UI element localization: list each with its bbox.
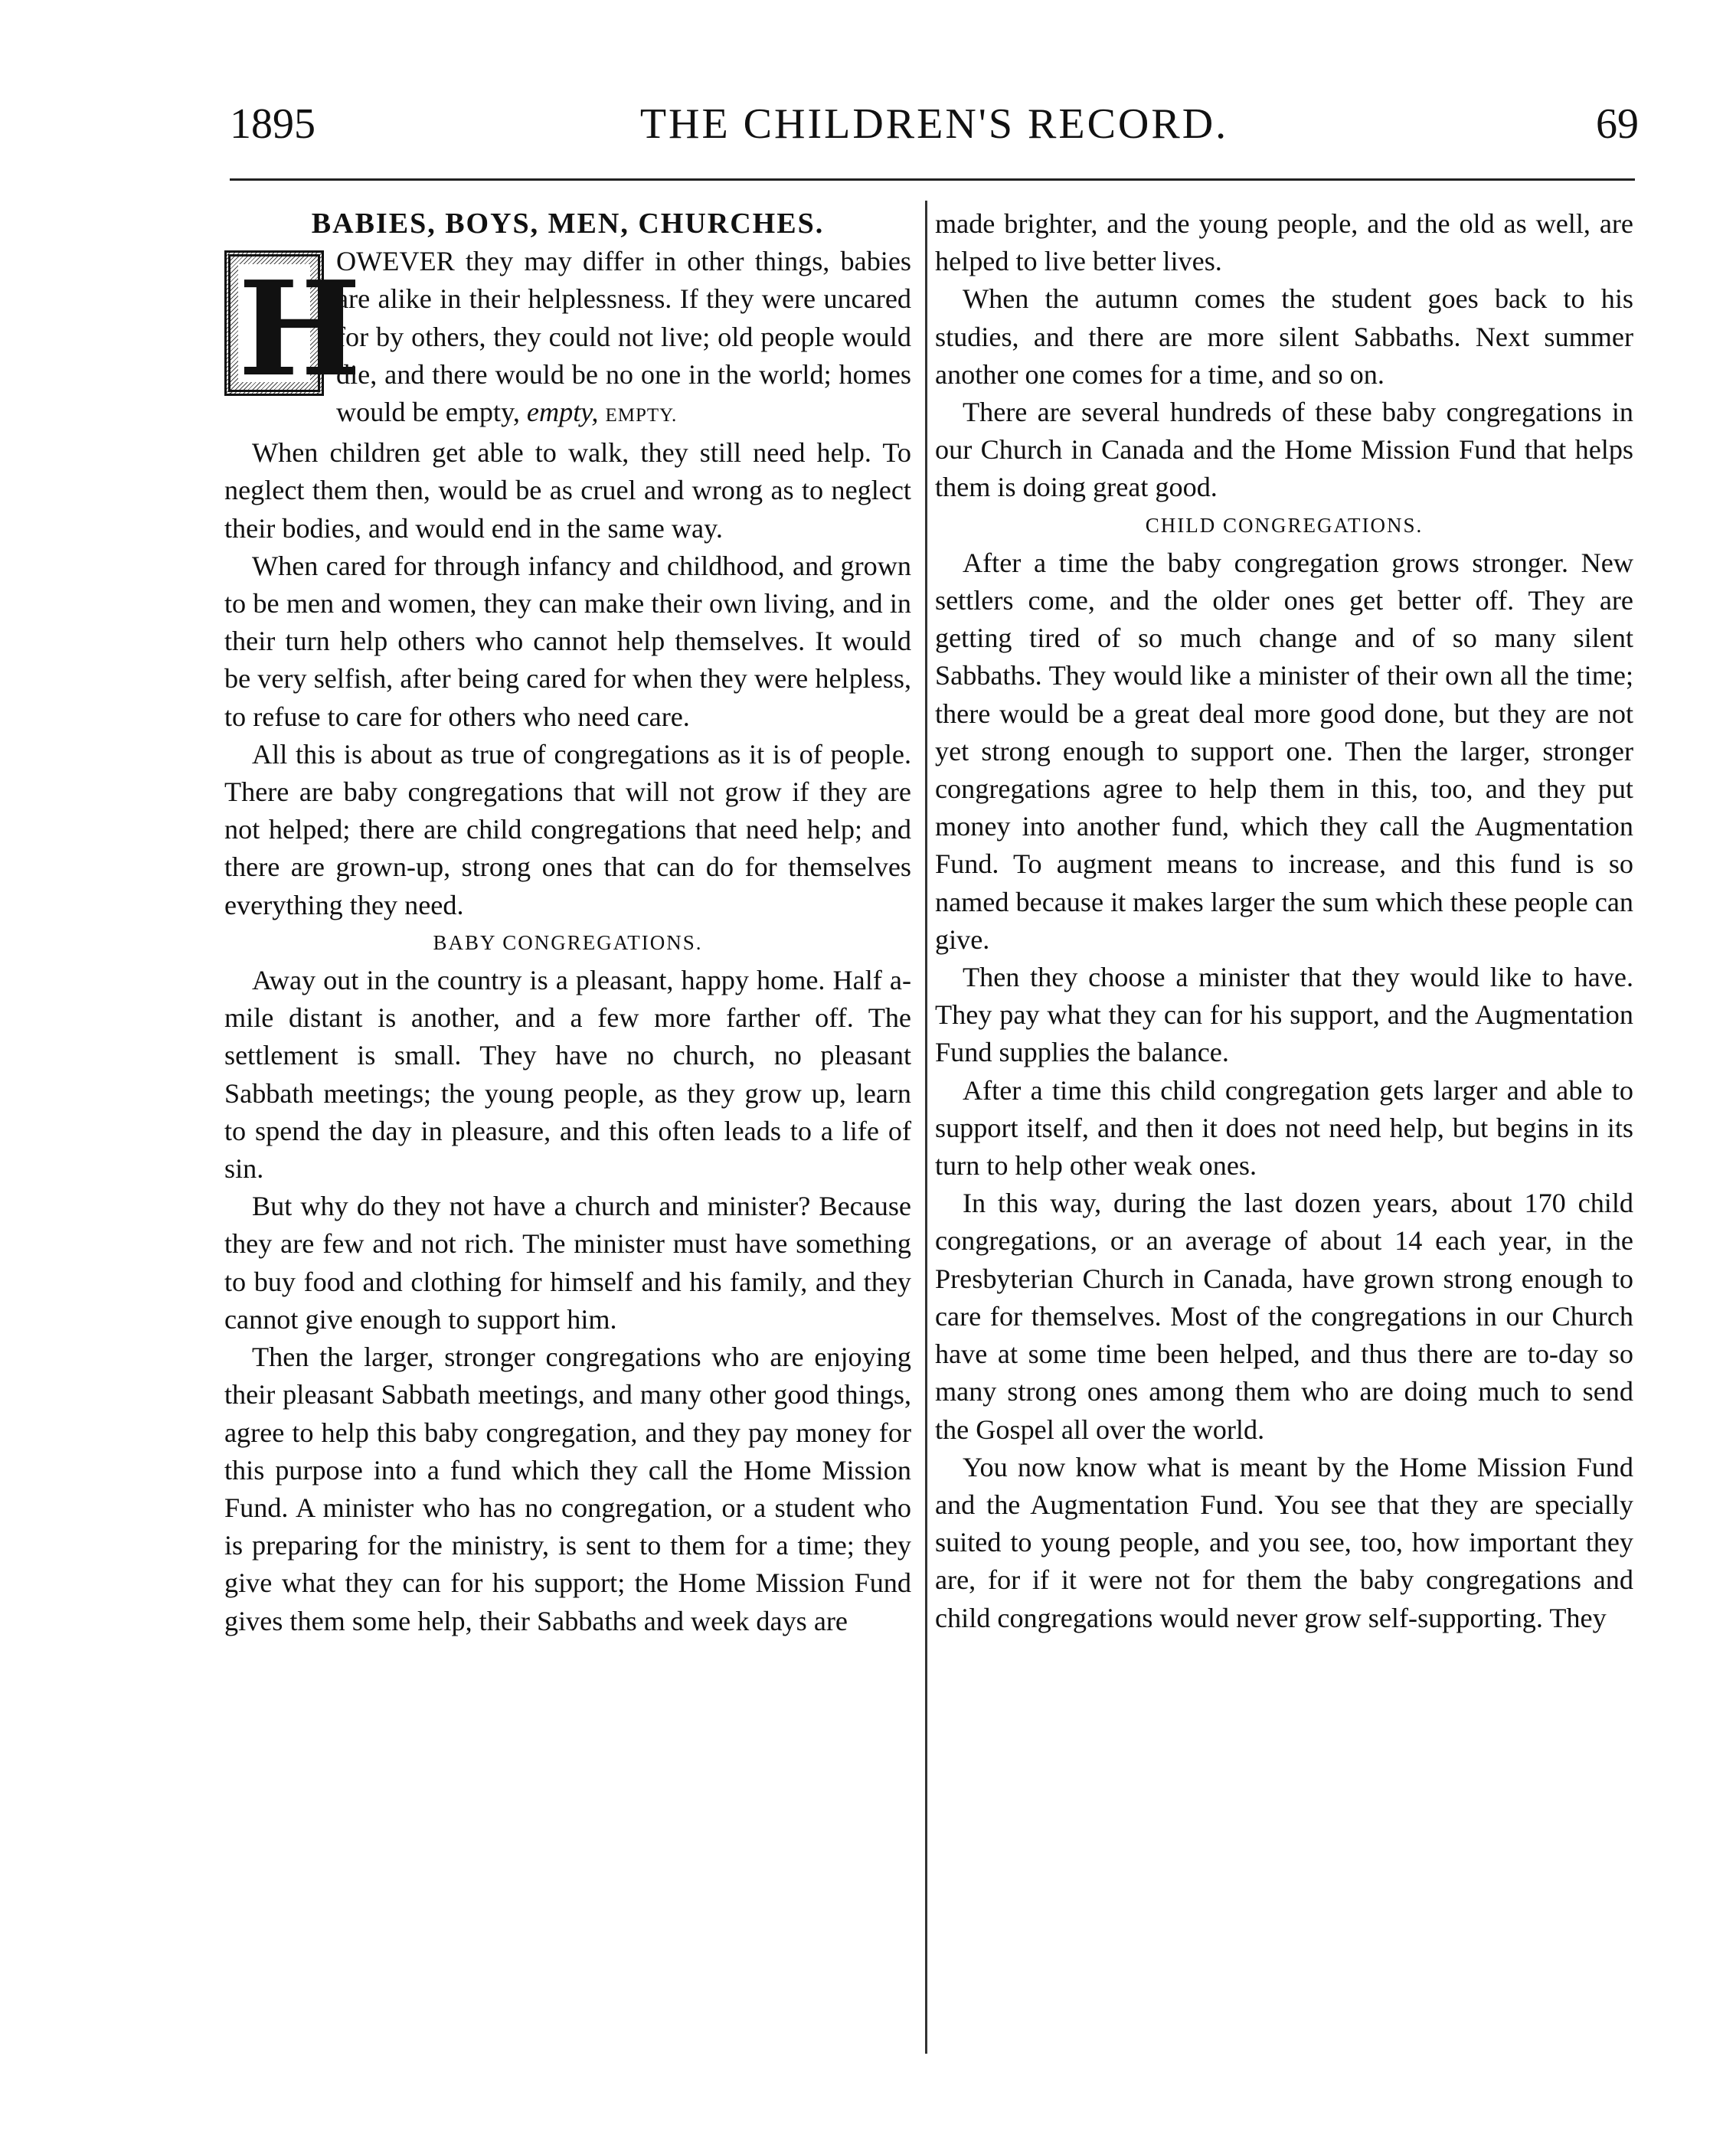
left-column xyxy=(224,205,911,1640)
page-header xyxy=(230,100,1639,153)
subheading-child-congregations: CHILD CONGREGATIONS. xyxy=(1145,513,1424,537)
paragraph-r5: Then they choose a minister that they would like to have. They pay what they can for his support, and the Augmentation Fund supplies the balance. xyxy=(935,962,1633,1068)
subheading-baby-congregations: BABY CONGREGATIONS. xyxy=(433,930,703,954)
dropcap-letter: H xyxy=(238,253,361,407)
column-divider xyxy=(925,201,927,2054)
paragraph-1-text: OWEVER they may differ in other things, babies are alike in their helplessness. If they were uncared for by others, they could not live; old people would die, and there would be no one in the world; homes would be empty, xyxy=(336,246,911,428)
right-column xyxy=(935,205,1633,1637)
paragraph-r6: After a time this child congregation gets larger and able to support itself, and then it does not need help, but begins in its turn to help other weak ones. xyxy=(935,1074,1633,1182)
paragraph-r2: When the autumn comes the student goes back to his studies, and there are more silent Sabbaths. Next summer another one comes for a time, and so on. xyxy=(935,283,1633,390)
paragraph-r3: There are several hundreds of these baby congregations in our Church in Canada and the Home Mission Fund that helps them is doing great good. xyxy=(935,397,1633,503)
paragraph-r7: In this way, during the last dozen years, about 170 child congregations, or an average of about 14 each year, in the Presbyterian Church in Canada, have grown strong enough to care for themselves. Most of the congregations in our Church have at some time been helped, and thus there are to-day so many strong ones among them who are doing much to send the Gospel all over the world. xyxy=(935,1188,1633,1445)
paragraph-1-italic: empty, xyxy=(526,397,599,428)
paragraph-3: When cared for through infancy and childhood, and grown to be men and women, they can make their own living, and in their turn help others who cannot help themselves. It would be very selfish, after being cared for when they were helpless, to refuse to care for others who need care. xyxy=(224,550,911,732)
paragraph-6: But why do they not have a church and minister? Because they are few and not rich. The minister must have something to buy food and clothing for himself and his family, and they cannot give enough to support him. xyxy=(224,1191,911,1335)
paragraph-r1: made brighter, and the young people, and the old as well, are helped to live better lives. xyxy=(935,208,1633,277)
dropcap-ornament xyxy=(224,250,361,407)
paragraph-5: Away out in the country is a pleasant, happy home. Half a-mile distant is another, and a few more farther off. The settlement is small. They have no church, no pleasant Sabbath meetings; the young people, as they grow up, learn to spend the day in pleasure, and this often leads to a life of sin. xyxy=(224,965,911,1185)
paragraph-r4: After a time the baby congregation grows stronger. New settlers come, and the older ones get better off. They are getting tired of so much change and of so many silent Sabbaths. They would like a minister of their own all the time; there would be a great deal more good done, but they are not yet strong enough to support one. Then the larger, stronger congregations agree to help them in this, too, and they put money into another fund, which they call the Augmentation Fund. To augment means to increase, and this fund is so named because it makes larger the sum which these people can give. xyxy=(935,547,1633,955)
paragraph-1-caps: EMPTY. xyxy=(605,405,678,427)
paragraph-r8: You now know what is meant by the Home Mission Fund and the Augmentation Fund. You see that they are specially suited to young people, and you see, too, how important they are, for if it were not for them the baby congregations and child congregations would never grow self-supporting. They xyxy=(935,1451,1633,1633)
paragraph-7: Then the larger, stronger congregations who are enjoying their pleasant Sabbath meetings, and many other good things, agree to help this baby congregation, and they pay money for this purpose into a fund which they call the Home Mission Fund. A minister who has no congregation, or a student who is preparing for the ministry, is sent to them for a time; they give what they can for his support; the Home Mission Fund gives them some help, their Sabbaths and week days are xyxy=(224,1342,911,1636)
header-title: THE CHILDREN'S RECORD. xyxy=(639,100,1229,148)
paragraph-2: When children get able to walk, they still need help. To neglect them then, would be as cruel and wrong as to neglect their bodies, and would end in the same way. xyxy=(224,437,911,544)
paragraph-4: All this is about as true of congregations as it is of people. There are baby congregations that will not grow if they are not helped; there are child congregations that need help; and there are grown-up, strong ones that can do for themselves everything they need. xyxy=(224,738,911,920)
article-title: BABIES, BOYS, MEN, CHURCHES. xyxy=(311,208,825,240)
header-year: 1895 xyxy=(230,100,315,148)
header-rule xyxy=(230,178,1635,181)
paragraph-1 xyxy=(224,243,911,434)
header-page-number: 69 xyxy=(1596,100,1639,148)
